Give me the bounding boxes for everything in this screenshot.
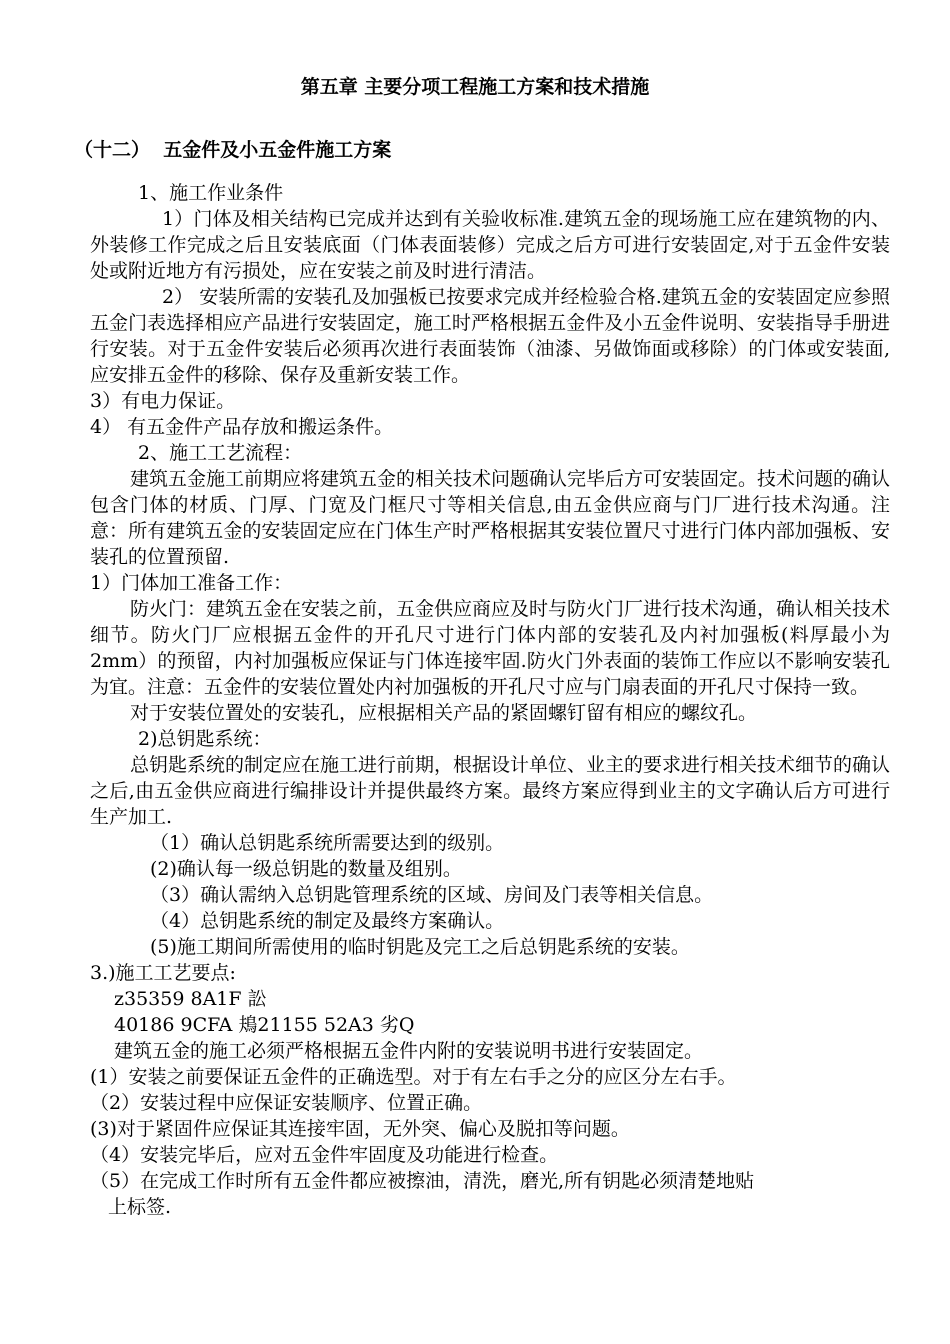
paragraph-process-flow: 建筑五金施工前期应将建筑五金的相关技术问题确认完毕后方可安装固定。技术问题的确认包含门体的材质、门厚、门宽及门框尺寸等相关信息,由五金供应商与门厂进行技术沟通。注意：所有建筑五金的安装固定应在门体生产时严格根据其安装位置尺寸进行门体内部加强板、安装孔的位置预留. xyxy=(90,468,891,568)
paragraph-condition-3: 3）有电力保证。 xyxy=(90,390,236,412)
list-item-key-4: （4）总钥匙系统的制定及最终方案确认。 xyxy=(150,910,505,932)
document-body xyxy=(90,180,890,1220)
section-heading: （十二） 五金件及小五金件施工方案 xyxy=(74,139,392,161)
list-item-key-3: （3）确认需纳入总钥匙管理系统的区域、房间及门表等相关信息。 xyxy=(150,884,714,906)
list-item-key-2: (2)确认每一级总钥匙的数量及组别。 xyxy=(150,858,462,880)
list-item-point-2: （2）安装过程中应保证安装顺序、位置正确。 xyxy=(90,1092,483,1114)
garbled-line-1: z35359 8A1F 訟 xyxy=(114,988,267,1010)
list-item-point-3: (3)对于紧固件应保证其连接牢固，无外突、偏心及脱扣等问题。 xyxy=(90,1118,630,1140)
paragraph-mounting-holes: 对于安装位置处的安装孔，应根据相关产品的紧固螺钉留有相应的螺纹孔。 xyxy=(130,702,758,724)
paragraph-fire-door: 防火门：建筑五金在安装之前，五金供应商应及时与防火门厂进行技术沟通，确认相关技术细节。防火门厂应根据五金件的开孔尺寸进行门体内部的安装孔及内衬加强板(料厚最小为2mm）的预留，内衬加强板应保证与门体连接牢固.防火门外表面的装饰工作应以不影响安装孔为宜。注意：五金件的安装位置处内衬加强板的开孔尺寸应与门扇表面的开孔尺寸保持一致。 xyxy=(90,598,891,698)
chapter-title: 第五章 主要分项工程施工方案和技术措施 xyxy=(300,76,650,98)
paragraph-installation-manual: 建筑五金的施工必须严格根据五金件内附的安装说明书进行安装固定。 xyxy=(114,1040,704,1062)
paragraph-condition-2: 2） 安装所需的安装孔及加强板已按要求完成并经检验合格.建筑五金的安装固定应参照五金门表选择相应产品进行安装固定，施工时严格根据五金件及小五金件说明、安装指导手册进行安装。对于五金件安装后必须再次进行表面装饰（油漆、另做饰面或移除）的门体或安装面,应安排五金件的移除、保存及重新安装工作。 xyxy=(90,286,890,386)
list-item-point-5-continued: 上标签. xyxy=(108,1196,172,1218)
subheading-key-points: 3.)施工工艺要点: xyxy=(90,962,236,984)
garbled-line-2: 40186 9CFA 鳺21155 52A3 劣Q xyxy=(114,1014,415,1036)
subheading-master-key: 2)总钥匙系统： xyxy=(138,728,272,750)
paragraph-condition-1: 1）门体及相关结构已完成并达到有关验收标准.建筑五金的现场施工应在建筑物的内、外装修工作完成之后且安装底面（门体表面装修）完成之后方可进行安装固定,对于五金件安装处或附近地方有污损处，应在安装之前及时进行清洁。 xyxy=(90,208,890,282)
list-item-point-5: （5）在完成工作时所有五金件都应被擦油，清洗，磨光,所有钥匙必须清楚地贴 xyxy=(90,1170,755,1192)
list-item-key-5: (5)施工期间所需使用的临时钥匙及完工之后总钥匙系统的安装。 xyxy=(150,936,690,958)
paragraph-master-key: 总钥匙系统的制定应在施工进行前期，根据设计单位、业主的要求进行相关技术细节的确认之后,由五金供应商进行编排设计并提供最终方案。最终方案应得到业主的文字确认后方可进行生产加工. xyxy=(90,754,891,828)
list-item-point-4: （4）安装完毕后，应对五金件牢固度及功能进行检查。 xyxy=(90,1144,559,1166)
subheading-process-flow: 2、施工工艺流程： xyxy=(138,442,303,464)
list-item-point-1: (1）安装之前要保证五金件的正确选型。对于有左右手之分的应区分左右手。 xyxy=(90,1066,737,1088)
list-item-key-1: （1）确认总钥匙系统所需要达到的级别。 xyxy=(150,832,505,854)
paragraph-condition-4: 4） 有五金件产品存放和搬运条件。 xyxy=(90,416,394,438)
subheading-conditions: 1、施工作业条件 xyxy=(138,182,284,204)
subheading-door-prep: 1）门体加工准备工作： xyxy=(90,572,293,594)
